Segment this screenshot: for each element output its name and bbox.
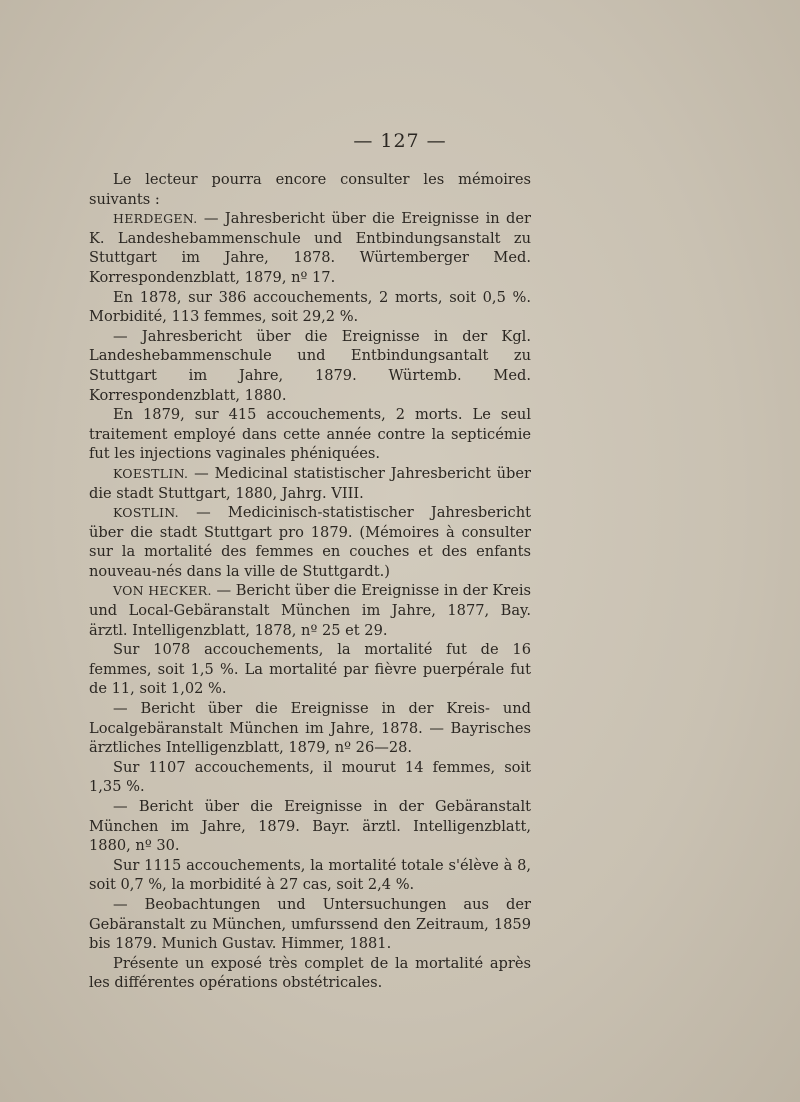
reference-herdegen-1878 [89, 209, 531, 287]
paragraph-text: Sur 1107 accouchements, il mourut 14 femmes, soit 1,35 %. [89, 758, 531, 796]
page-number: — 127 — [353, 130, 447, 152]
paragraph-text: — Beobachtungen und Untersuchungen aus der Gebäranstalt zu München, umfurssend den Zeitraum, 1859 bis 1879. Munich Gustav. Himmer, 1881. [89, 895, 531, 953]
author-name: HERDEGEN. [113, 211, 198, 227]
paragraph-text: En 1878, sur 386 accouchements, 2 morts, soit 0,5 %. Morbidité, 113 femmes, soit 29,2 %. [89, 288, 531, 326]
paragraph-text: — Jahresbericht über die Ereignisse in der Kgl. Landeshebammenschule und Entbindungsantalt zu Stuttgart im Jahre, 1879. Würtemb. Med. Korrespondenzblatt, 1880. [89, 327, 531, 404]
paragraph-stats-munich-1878 [89, 758, 531, 797]
paragraph-text: Présente un exposé très complet de la mortalité après les différentes opérations obstétricales. [89, 954, 531, 992]
reference-koestlin [89, 464, 531, 503]
author-name: KOSTLIN. [113, 505, 179, 521]
paragraph-text: — Medicinal statistischer Jahresbericht über die stadt Stuttgart, 1880, Jahrg. VIII. [89, 464, 531, 502]
reference-kostlin [89, 503, 531, 581]
paragraph-stats-1878 [89, 288, 531, 327]
paragraph-stats-munich-1879 [89, 856, 531, 895]
reference-von-hecker-1878 [89, 699, 531, 758]
author-name: VON HECKER. [113, 583, 212, 599]
paragraph-text: Le lecteur pourra encore consulter les mémoires suivants : [89, 171, 531, 208]
paragraph-stats-1879 [89, 405, 531, 464]
paragraph-stats-munich-1877 [89, 640, 531, 699]
paragraph-intro [89, 170, 531, 209]
paragraph-text: — Bericht über die Ereignisse in der Kreis und Local-Gebäranstalt München im Jahre, 1877, Bay. ärztl. Intelligenzblatt, 1878, nº 25 et 29. [89, 582, 531, 639]
paragraph-text: — Bericht über die Ereignisse in der Gebäranstalt München im Jahre, 1879. Bayr. ärztl. Intelligenzblatt, 1880, nº 30. [89, 798, 531, 855]
author-name: KOESTLIN. [113, 465, 189, 481]
paragraph-text: En 1879, sur 415 accouchements, 2 morts. Le seul traitement employé dans cette année contre la septicémie fut les injections vaginales phéniquées. [89, 406, 531, 463]
paragraph-text: — Bericht über die Ereignisse in der Kreis- und Localgebäranstalt München im Jahre, 1878. — Bayrisches ärztliches Intelligenzblatt, 1879, nº 26—28. [89, 700, 531, 757]
paragraph-closing [89, 954, 531, 993]
body-text [89, 170, 531, 993]
reference-von-hecker-1877 [89, 581, 531, 640]
paragraph-text: Sur 1078 accouchements, la mortalité fut de 16 femmes, soit 1,5 %. La mortalité par fièvre puerpérale fut de 11, soit 1,02 %. [89, 641, 531, 698]
reference-von-hecker-1879 [89, 797, 531, 856]
paragraph-text: — Jahresbericht über die Ereignisse in der K. Landeshebammenschule und Entbindungsanstalt zu Stuttgart im Jahre, 1878. Würtemberger Med. Korrespondenzblatt, 1879, nº 17. [89, 210, 531, 286]
paragraph-text: Sur 1115 accouchements, la mortalité totale s'élève à 8, soit 0,7 %, la morbidité à 27 cas, soit 2,4 %. [89, 856, 531, 894]
paragraph-text: — Medicinisch-statistischer Jahresbericht über die stadt Stuttgart pro 1879. (Mémoires à consulter sur la mortalité des femmes en couches et des enfants nouveau-nés dans la ville de Stuttgardt.) [89, 504, 531, 580]
reference-herdegen-1879 [89, 327, 531, 405]
reference-beobachtungen [89, 895, 531, 954]
